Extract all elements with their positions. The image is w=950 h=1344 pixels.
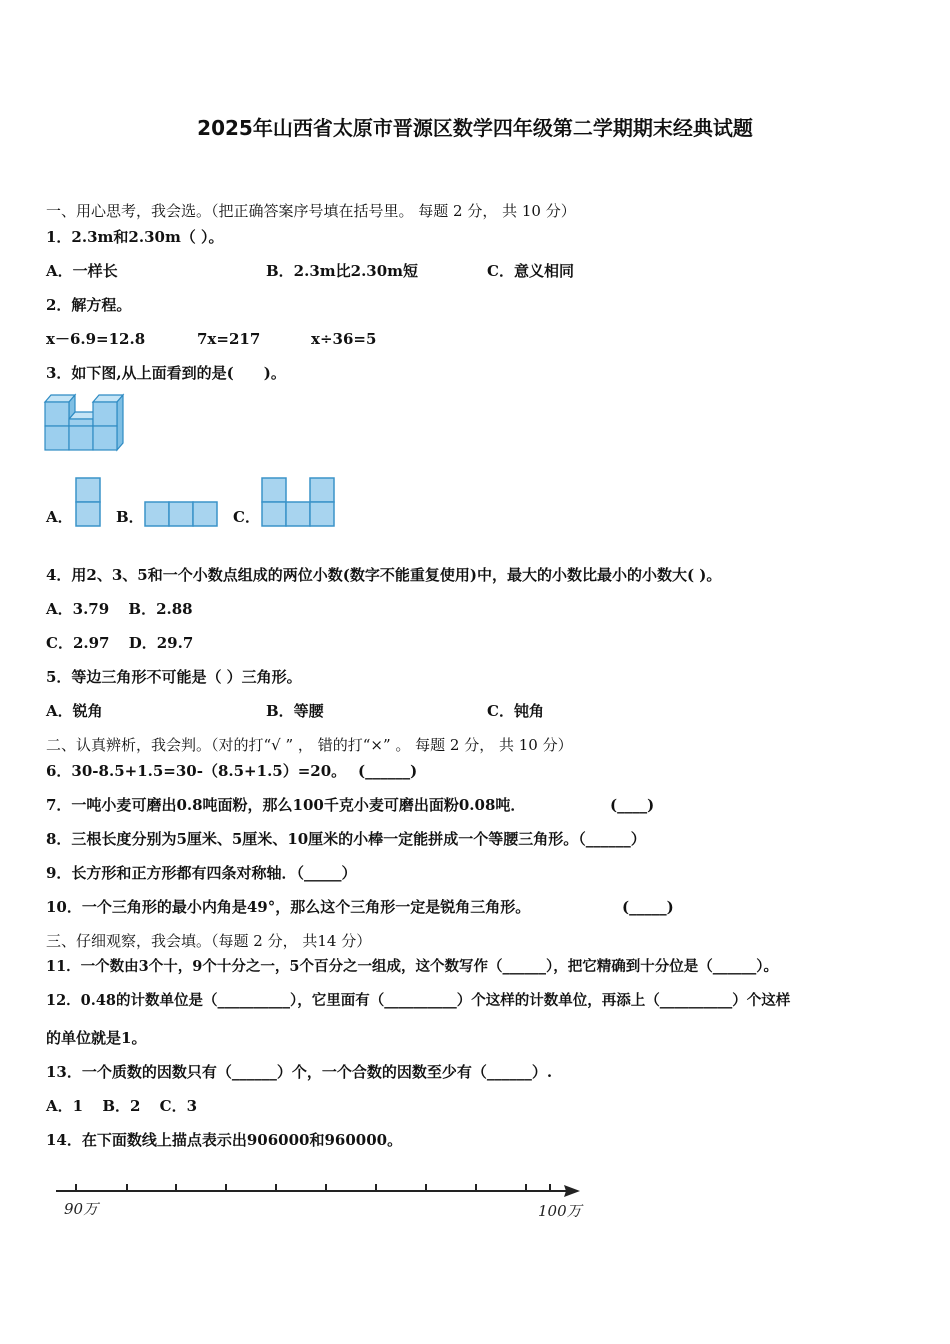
- section-1-heading: 一、用心思考，我会选。（把正确答案序号填在括号里。 每题 2 分， 共 10 分）: [46, 202, 576, 220]
- q3-label-c: C．: [233, 508, 260, 526]
- q9-stem: 9．长方形和正方形都有四条对称轴．（_____）: [46, 864, 357, 882]
- q2-equations: [46, 329, 906, 349]
- cube-front-mid-top: [69, 419, 93, 426]
- number-line-end-label: 100万: [538, 1202, 582, 1220]
- q4-option-d: D．29.7: [128, 634, 194, 652]
- q7-blank: (____): [610, 796, 655, 814]
- q5-options: [46, 701, 906, 721]
- cube-front-bl: [45, 426, 69, 450]
- q3-label-b: B．: [116, 508, 144, 526]
- page-title: 2025年山西省太原市晋源区数学四年级第二学期期末经典试题: [197, 116, 753, 140]
- q13-option-c: C．3: [159, 1097, 198, 1115]
- q7-line: [46, 795, 906, 815]
- q11-stem: 11．一个数由3个十，9个十分之一，5个百分之一组成，这个数写作（______），把它精确到十分位是（______）。: [46, 958, 778, 975]
- q10-stem: 10．一个三角形的最小内角是49°，那么这个三角形一定是锐角三角形。: [46, 898, 531, 916]
- q4-option-a: A．3.79: [46, 600, 110, 618]
- q5-option-a: A．锐角: [46, 702, 103, 720]
- q7-stem: 7．一吨小麦可磨出0.8吨面粉，那么100千克小麦可磨出面粉0.08吨．: [46, 796, 526, 814]
- q4-options-row1: [46, 599, 207, 619]
- q1-stem: 1．2.3m和2.30m（ ）。: [46, 228, 224, 246]
- section-3-heading: 三、仔细观察，我会填。（每题 2 分， 共14 分）: [46, 932, 372, 950]
- q14-number-line: [52, 1180, 592, 1225]
- cube-side-right: [117, 395, 123, 450]
- q10-line: [46, 897, 906, 917]
- number-line-start-label: 90万: [64, 1200, 99, 1218]
- q4-option-c: C．2.97: [46, 634, 110, 652]
- q8-stem: 8．三根长度分别为5厘米、5厘米、10厘米的小棒一定能拼成一个等腰三角形。（______）: [46, 830, 646, 848]
- cube-front-tl: [45, 402, 69, 426]
- q13-options: [46, 1096, 211, 1116]
- q5-option-b: B．等腰: [266, 702, 324, 720]
- q10-blank: (_____): [622, 898, 674, 916]
- cube-front-tr: [93, 402, 117, 426]
- q2-equation-1: x－6.9=12.8: [46, 330, 146, 348]
- q3-cube-figure: [44, 392, 128, 452]
- q3-label-a: A．: [46, 508, 73, 526]
- q12-line1: 12．0.48的计数单位是（__________），它里面有（__________）个这样的计数单位，再添上（__________）个这样: [46, 992, 791, 1009]
- q13-option-b: B．2: [102, 1097, 141, 1115]
- q3-option-c-view: [261, 477, 335, 527]
- q4-stem: 4．用2、3、5和一个小数点组成的两位小数(数字不能重复使用)中，最大的小数比最小的小数大( )。: [46, 566, 722, 584]
- q1-option-c: C．意义相同: [487, 262, 574, 280]
- q6-line: [46, 761, 906, 781]
- q2-equation-2: 7x=217: [197, 330, 261, 348]
- q1-option-b: B．2.3m比2.30m短: [266, 262, 419, 280]
- q14-stem: 14．在下面数线上描点表示出906000和960000。: [46, 1131, 403, 1149]
- q1-option-a: A．一样长: [46, 262, 118, 280]
- q4-options-row2: [46, 633, 207, 653]
- cube-front-bm: [69, 426, 93, 450]
- q3-option-a-view: [75, 477, 101, 527]
- q6-stem: 6．30-8.5+1.5=30-（8.5+1.5）=20。: [46, 762, 347, 780]
- q13-option-a: A．1: [46, 1097, 84, 1115]
- q4-option-b: B．2.88: [128, 600, 193, 618]
- number-line-arrow: [564, 1185, 580, 1197]
- q12-line2: 的单位就是1。: [46, 1029, 147, 1047]
- q3-option-b-view: [144, 501, 218, 527]
- q13-stem: 13．一个质数的因数只有（______）个，一个合数的因数至少有（______）.: [46, 1063, 553, 1081]
- section-2-heading: 二、认真辨析，我会判。（对的打“√ ” ， 错的打“×” 。 每题 2 分， 共 10 分）: [46, 736, 573, 754]
- q2-equation-3: x÷36=5: [311, 330, 377, 348]
- q1-options: [46, 261, 906, 281]
- q6-blank: (______): [358, 762, 418, 780]
- q5-stem: 5．等边三角形不可能是（ ）三角形。: [46, 668, 302, 686]
- q2-stem: 2．解方程。: [46, 296, 132, 314]
- q3-stem: 3．如下图,从上面看到的是( )。: [46, 364, 286, 382]
- q5-option-c: C．钝角: [487, 702, 544, 720]
- cube-front-br: [93, 426, 117, 450]
- number-line-ticks: [76, 1184, 550, 1191]
